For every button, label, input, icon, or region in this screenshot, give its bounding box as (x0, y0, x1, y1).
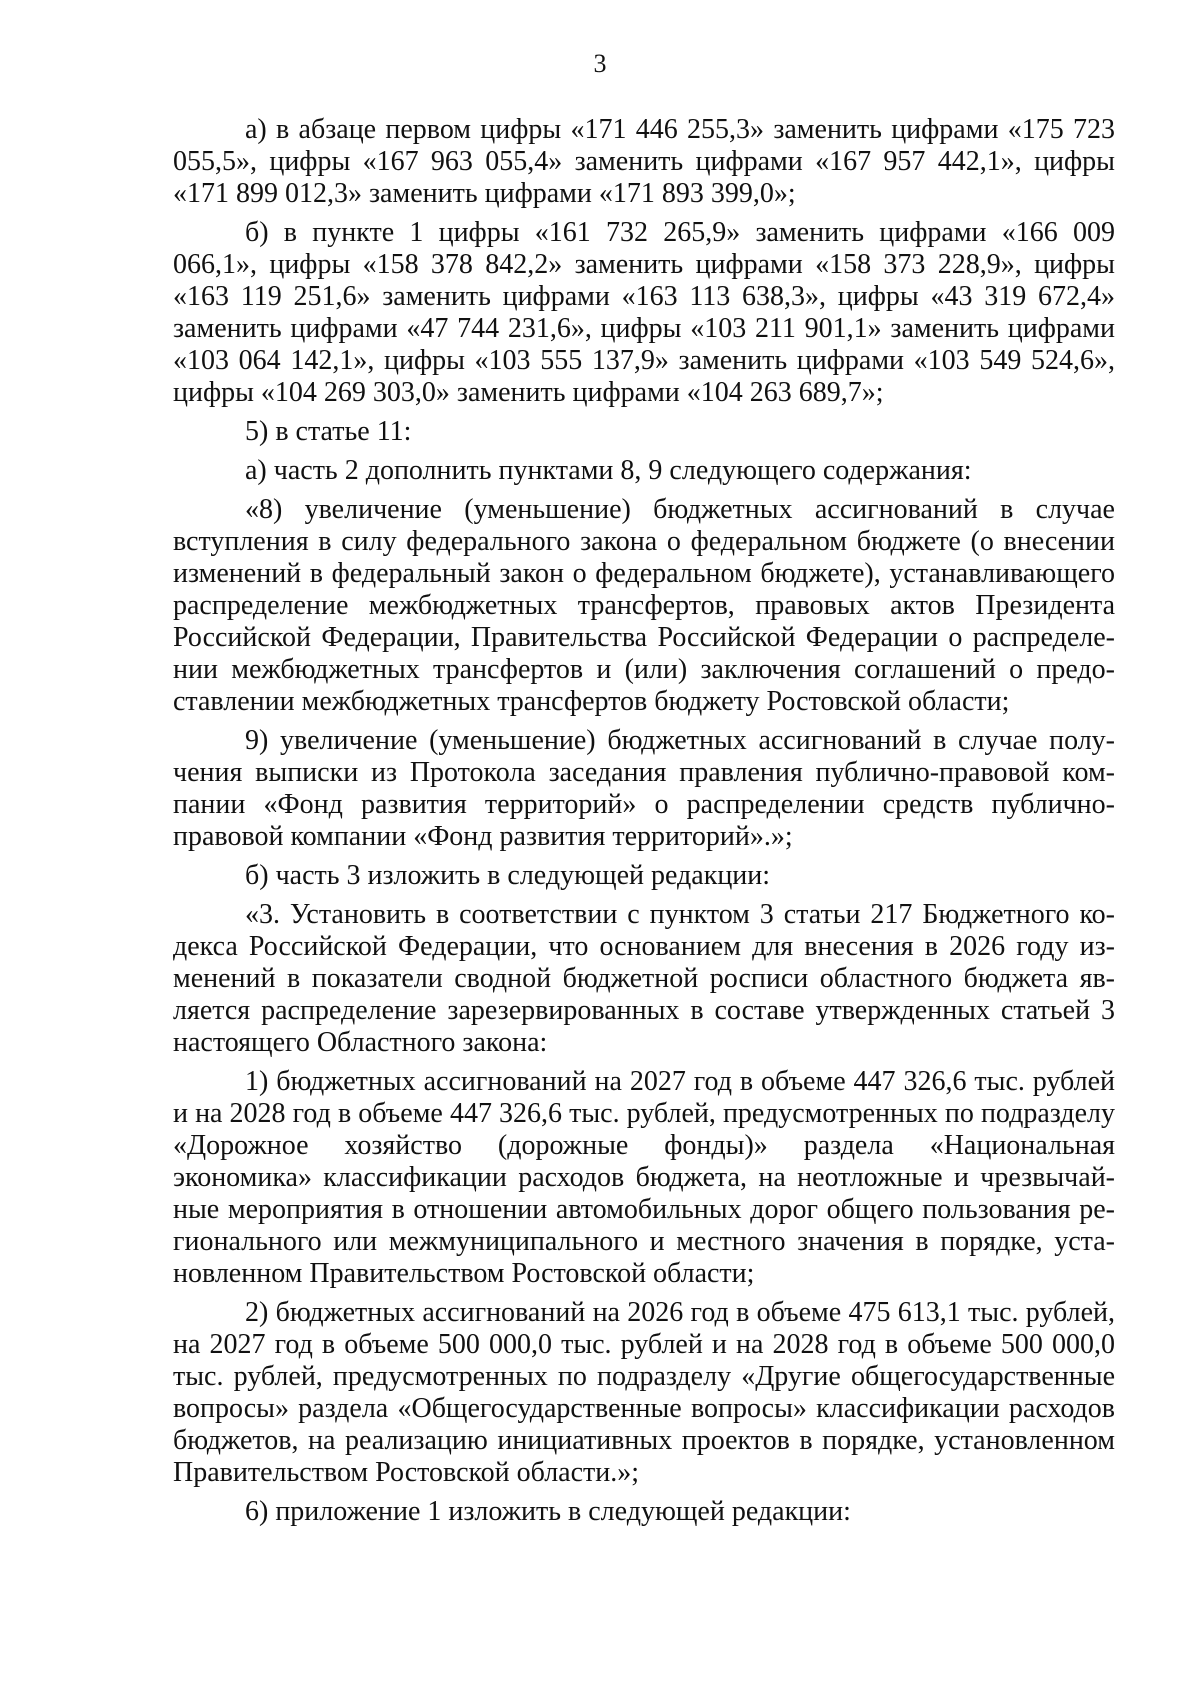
paragraph-subitem-1: 1) бюджетных ассигнований на 2027 год в объеме 447 326,6 тыс. рублей и на 2028 год в объеме 447 326,6 тыс. рублей, предусмотренных по подразделу «Дорожное хозяйство (дорожные фонды)» раздела «Национальная экономика» классификации расходов бюджета, на неотложные и чрезвычайные мероприятия в отношении автомобильных дорог общего пользования регионального или межмуниципального и местного значения в порядке, установленном Правительством Ростовской области; (173, 1066, 1115, 1289)
paragraph-subitem-2: 2) бюджетных ассигнований на 2026 год в объеме 475 613,1 тыс. рублей, на 2027 год в объеме 500 000,0 тыс. рублей и на 2028 год в объеме 500 000,0 тыс. рублей, предусмотренных по подразделу «Другие общегосударственные вопросы» раздела «Общегосударственные вопросы» классификации расходов бюджетов, на реализацию инициативных проектов в порядке, установленном Правительством Ростовской области.»; (173, 1297, 1115, 1488)
page-number: 3 (593, 49, 607, 78)
paragraph-item-6-appendix-1: 6) приложение 1 изложить в следующей редакции: (245, 1496, 851, 1527)
paragraph-item-a-first-abzats: а) в абзаце первом цифры «171 446 255,3» заменить цифрами «175 723 055,5», цифры «167 963 055,4» заменить цифрами «167 957 442,1», цифры «171 899 012,3» заменить цифрами «171 893 399,0»; (173, 114, 1115, 209)
paragraph-part-3-text: «3. Установить в соответствии с пунктом 3 статьи 217 Бюджетного кодекса Российской Федерации, что основанием для внесения в 2026 году изменений в показатели сводной бюджетной росписи областного бюджета является распределение зарезервированных в составе утвержденных статьей 3 настоящего Областного закона: (173, 899, 1115, 1058)
paragraph-item-b-punkt-1: б) в пункте 1 цифры «161 732 265,9» заменить цифрами «166 009 066,1», цифры «158 378 842,2» заменить цифрами «158 373 228,9», цифры «163 119 251,6» заменить цифрами «163 113 638,3», цифры «43 319 672,4» заменить цифрами «47 744 231,6», цифры «103 211 901,1» заменить цифрами «103 064 142,1», цифры «103 555 137,9» заменить цифрами «103 549 524,6», цифры «104 269 303,0» заменить цифрами «104 263 689,7»; (173, 217, 1115, 408)
paragraph-item-b-part-3: б) часть 3 изложить в следующей редакции: (245, 860, 771, 891)
paragraph-point-8: «8) увеличение (уменьшение) бюджетных ассигнований в случае вступления в силу федерального закона о федеральном бюджете (о внесении изменений в федеральный закон о федеральном бюджете), устанавливающего распределение межбюджетных трансфертов, правовых актов Президента Российской Федерации, Правительства Российской Федерации о распределении межбюджетных трансфертов и (или) заключения соглашений о предоставлении межбюджетных трансфертов бюджету Ростовской области; (173, 494, 1115, 717)
paragraph-item-5-article-11: 5) в статье 11: (245, 416, 412, 447)
paragraph-point-9: 9) увеличение (уменьшение) бюджетных ассигнований в случае получения выписки из Протокола заседания правления публично-правовой компании «Фонд развития территорий» о распределении средств публично-правовой компании «Фонд развития территорий».»; (173, 725, 1115, 852)
document-body (173, 114, 1115, 1535)
paragraph-item-a-part-2: а) часть 2 дополнить пунктами 8, 9 следующего содержания: (245, 455, 972, 486)
